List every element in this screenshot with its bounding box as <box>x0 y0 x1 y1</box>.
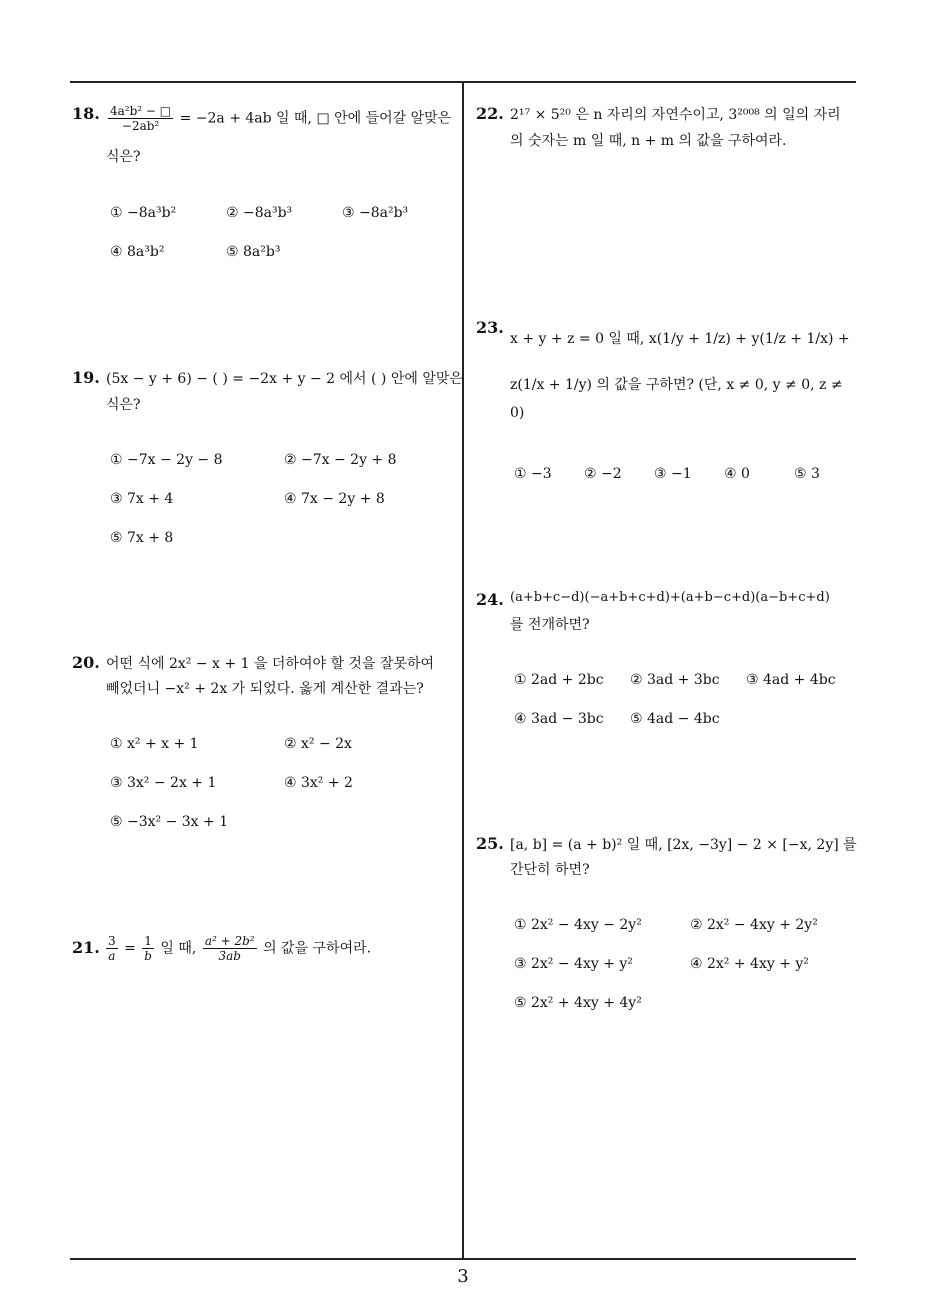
q18-option-5[interactable]: ⑤ 8a²b³ <box>226 244 281 260</box>
q24-option-5[interactable]: ⑤ 4ad − 4bc <box>630 711 720 727</box>
q24-text: (a+b+c−d)(−a+b+c+d)+(a+b−c+d)(a−b+c+d) <box>510 590 830 605</box>
q21-frac-a-num: 3 <box>108 934 116 948</box>
q20-number: 20. <box>72 653 100 672</box>
q25-option-4[interactable]: ④ 2x² + 4xy + y² <box>690 956 809 972</box>
q23-option-2[interactable]: ② −2 <box>584 466 622 482</box>
q18-option-3[interactable]: ③ −8a²b³ <box>342 205 409 221</box>
q23-option-5[interactable]: ⑤ 3 <box>794 466 820 482</box>
q18-option-1[interactable]: ① −8a³b² <box>110 205 177 221</box>
q21-frac-a <box>106 934 118 963</box>
q19-option-5[interactable]: ⑤ 7x + 8 <box>110 530 174 546</box>
q24-option-3[interactable]: ③ 4ad + 4bc <box>746 672 836 688</box>
q21-stem <box>104 934 371 963</box>
q20-option-4[interactable]: ④ 3x² + 2 <box>284 775 353 791</box>
q18-option-4[interactable]: ④ 8a³b² <box>110 244 165 260</box>
q25-text2: 간단히 하면? <box>510 862 590 878</box>
q21-frac-c-den: 3ab <box>218 949 241 963</box>
q21-tail: 의 값을 구하여라. <box>263 940 372 957</box>
q21-frac-b <box>142 934 154 963</box>
q21-frac-c <box>203 934 257 963</box>
q19-option-3[interactable]: ③ 7x + 4 <box>110 491 174 507</box>
q18-fraction <box>108 104 173 133</box>
bottom-rule <box>70 1258 856 1260</box>
q19-text: (5x − y + 6) − ( ) = −2x + y − 2 에서 ( ) 안에 알맞은 <box>106 371 463 387</box>
q18-option-2[interactable]: ② −8a³b³ <box>226 205 293 221</box>
q24-option-1[interactable]: ① 2ad + 2bc <box>514 672 604 688</box>
q18-frac-num: 4a²b² − □ <box>110 104 172 118</box>
q21-eq: = <box>124 940 136 957</box>
q18-text2: 식은? <box>106 149 141 165</box>
q24-option-2[interactable]: ② 3ad + 3bc <box>630 672 720 688</box>
q21-frac-a-den: a <box>108 949 116 963</box>
q19-option-1[interactable]: ① −7x − 2y − 8 <box>110 452 223 468</box>
q21-frac-b-num: 1 <box>142 934 154 949</box>
q23-line2: z(1/x + 1/y) 의 값을 구하면? (단, x ≠ 0, y ≠ 0, z ≠ <box>510 377 843 393</box>
q19-option-4[interactable]: ④ 7x − 2y + 8 <box>284 491 385 507</box>
q23-option-4[interactable]: ④ 0 <box>724 466 750 482</box>
q18-frac-den: −2ab² <box>121 119 160 133</box>
q18-text: = −2a + 4ab 일 때, □ 안에 들어갈 알맞은 <box>179 110 452 127</box>
q24-text2: 를 전개하면? <box>510 617 590 633</box>
q22-text: 2¹⁷ × 5²⁰ 은 n 자리의 자연수이고, 3²⁰⁰⁸ 의 일의 자리 <box>510 107 841 123</box>
q19-option-2[interactable]: ② −7x − 2y + 8 <box>284 452 397 468</box>
q23-line3: 0) <box>510 405 525 421</box>
q20-option-3[interactable]: ③ 3x² − 2x + 1 <box>110 775 217 791</box>
q20-text2: 빼었더니 −x² + 2x 가 되었다. 옳게 계산한 결과는? <box>106 681 424 697</box>
q22-number: 22. <box>476 104 504 123</box>
q24-number: 24. <box>476 590 504 609</box>
q19-number: 19. <box>72 368 100 387</box>
q18-stem <box>106 104 456 133</box>
q23-option-1[interactable]: ① −3 <box>514 466 552 482</box>
q23-option-3[interactable]: ③ −1 <box>654 466 692 482</box>
q21-frac-c-num: a² + 2b² <box>204 934 255 948</box>
q20-option-5[interactable]: ⑤ −3x² − 3x + 1 <box>110 814 229 830</box>
q23-number: 23. <box>476 318 504 337</box>
q22-text2: 의 숫자는 m 일 때, n + m 의 값을 구하여라. <box>510 133 787 149</box>
page-number: 3 <box>457 1266 469 1287</box>
q23-line1: x + y + z = 0 일 때, x(1/y + 1/z) + y(1/z + 1/x) + <box>510 331 850 347</box>
q25-option-3[interactable]: ③ 2x² − 4xy + y² <box>514 956 633 972</box>
q25-option-5[interactable]: ⑤ 2x² + 4xy + 4y² <box>514 995 642 1011</box>
q25-text: [a, b] = (a + b)² 일 때, [2x, −3y] − 2 × [−x, 2y] 를 <box>510 837 857 853</box>
q19-text2: 식은? <box>106 397 141 413</box>
q18-number: 18. <box>72 104 100 123</box>
q20-text: 어떤 식에 2x² − x + 1 을 더하여야 할 것을 잘못하여 <box>106 656 435 672</box>
q25-number: 25. <box>476 834 504 853</box>
q25-option-1[interactable]: ① 2x² − 4xy − 2y² <box>514 917 642 933</box>
q25-option-2[interactable]: ② 2x² − 4xy + 2y² <box>690 917 818 933</box>
q20-option-1[interactable]: ① x² + x + 1 <box>110 736 199 752</box>
q20-option-2[interactable]: ② x² − 2x <box>284 736 352 752</box>
q24-option-4[interactable]: ④ 3ad − 3bc <box>514 711 604 727</box>
q21-frac-b-den: b <box>144 949 152 963</box>
q21-mid: 일 때, <box>160 940 197 957</box>
column-divider <box>462 83 464 1259</box>
q21-number: 21. <box>72 938 100 957</box>
